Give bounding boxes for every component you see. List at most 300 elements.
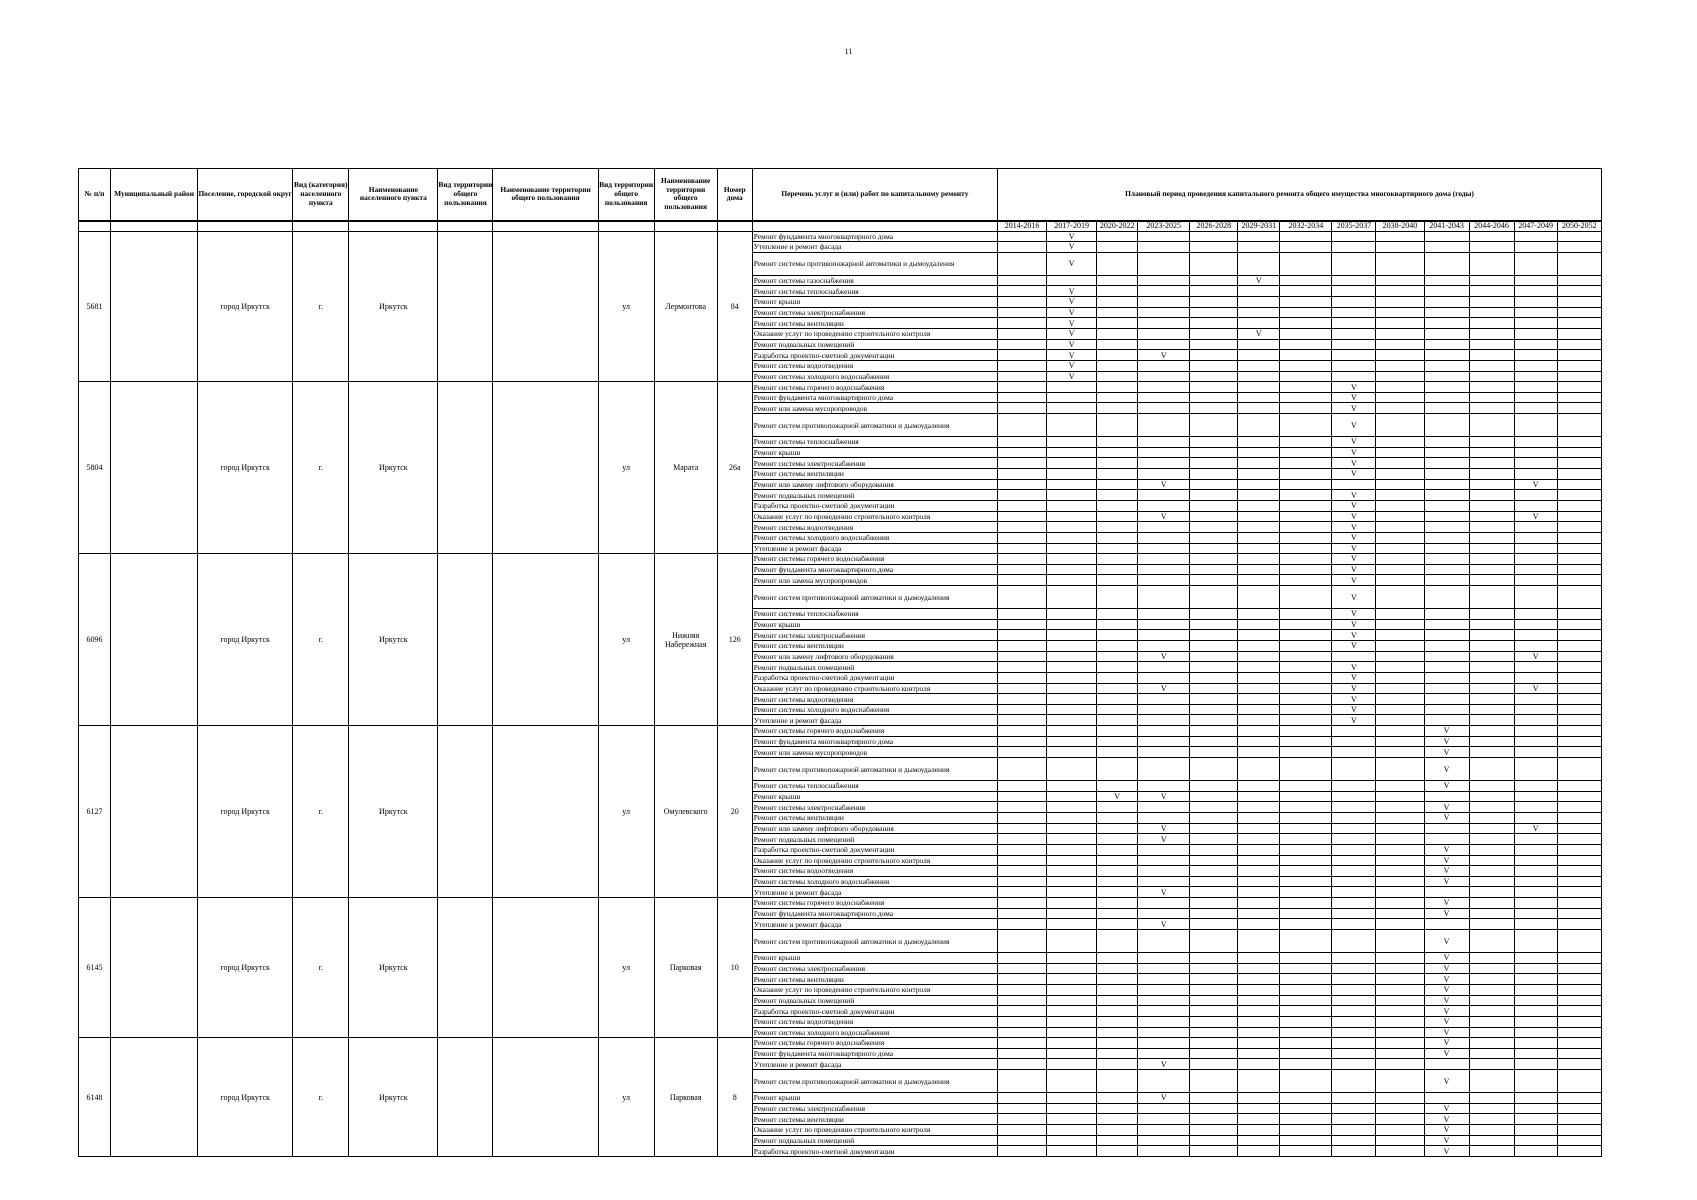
district-cell — [111, 726, 198, 898]
period-cell: V — [1138, 834, 1190, 845]
period-cell — [1138, 715, 1190, 726]
period-cell: V — [1332, 630, 1376, 641]
period-cell — [1190, 812, 1238, 823]
period-cell: V — [1332, 543, 1376, 554]
period-cell: V — [1424, 812, 1469, 823]
period-cell — [998, 532, 1047, 543]
period-cell — [1280, 812, 1332, 823]
period-cell — [1424, 307, 1469, 318]
period-cell — [1557, 694, 1601, 705]
period-cell — [1097, 458, 1138, 469]
period-cell: V — [1047, 328, 1097, 339]
period-cell — [1557, 791, 1601, 802]
period-cell — [1469, 715, 1514, 726]
period-cell — [998, 974, 1047, 985]
period-cell — [1332, 318, 1376, 329]
period-cell — [1097, 339, 1138, 350]
work-name: Ремонт системы вентиляции — [752, 974, 997, 985]
year-header: 2023-2025 — [1138, 221, 1190, 232]
period-cell — [1047, 747, 1097, 758]
period-cell — [1190, 855, 1238, 866]
period-cell — [1557, 414, 1601, 437]
period-cell — [1138, 1114, 1190, 1125]
period-cell — [1138, 609, 1190, 620]
work-name: Оказание услуг по проведению строительного контроля — [752, 683, 997, 694]
period-cell — [1376, 339, 1424, 350]
period-cell — [1424, 694, 1469, 705]
years-row — [79, 221, 1602, 232]
work-name: Разработка проектно-сметной документации — [752, 350, 997, 361]
period-cell — [1376, 1016, 1424, 1027]
period-cell — [1557, 747, 1601, 758]
period-cell — [1469, 318, 1514, 329]
col-settlement-header: Поселение, городской округ — [198, 169, 293, 221]
period-cell — [1424, 252, 1469, 275]
period-cell — [1190, 1103, 1238, 1114]
period-cell — [1138, 1124, 1190, 1135]
period-cell — [1047, 564, 1097, 575]
period-cell — [1332, 866, 1376, 877]
period-cell — [1097, 382, 1138, 393]
period-cell — [998, 543, 1047, 554]
work-name: Ремонт системы вентиляции — [752, 1114, 997, 1125]
work-name: Разработка проектно-сметной документации — [752, 1006, 997, 1017]
period-cell — [1047, 403, 1097, 414]
period-cell — [1097, 350, 1138, 361]
period-cell — [1469, 1114, 1514, 1125]
period-cell — [998, 898, 1047, 909]
period-cell — [998, 490, 1047, 501]
period-cell — [1424, 318, 1469, 329]
work-name: Ремонт системы холодного водоснабжения — [752, 532, 997, 543]
period-cell — [1469, 683, 1514, 694]
period-cell — [1514, 564, 1557, 575]
period-cell — [1190, 447, 1238, 458]
year-spacer-cell — [79, 221, 111, 232]
period-cell — [1557, 318, 1601, 329]
period-cell — [998, 619, 1047, 630]
period-cell — [1469, 1135, 1514, 1146]
period-cell — [1280, 823, 1332, 834]
house-number-cell: 5681 — [79, 231, 111, 382]
period-cell — [1190, 1135, 1238, 1146]
period-cell — [1332, 231, 1376, 242]
period-cell — [1047, 662, 1097, 673]
period-cell — [1514, 1016, 1557, 1027]
period-cell — [1424, 672, 1469, 683]
period-cell — [998, 511, 1047, 522]
period-cell — [1138, 1006, 1190, 1017]
work-name: Оказание услуг по проведению строительного контроля — [752, 1124, 997, 1135]
period-cell — [998, 350, 1047, 361]
period-cell — [1190, 1016, 1238, 1027]
period-cell — [1557, 855, 1601, 866]
period-cell — [1190, 318, 1238, 329]
period-cell — [1138, 392, 1190, 403]
period-cell — [1190, 609, 1238, 620]
year-spacer-cell — [293, 221, 349, 232]
period-cell — [1376, 919, 1424, 930]
period-cell — [1557, 532, 1601, 543]
period-cell — [1047, 630, 1097, 641]
period-cell — [1376, 511, 1424, 522]
period-cell — [998, 662, 1047, 673]
period-cell: V — [1424, 726, 1469, 737]
period-cell — [998, 694, 1047, 705]
period-cell — [1097, 630, 1138, 641]
work-name: Разработка проектно-сметной документации — [752, 500, 997, 511]
period-cell — [1097, 662, 1138, 673]
period-cell — [1097, 479, 1138, 490]
house-number-cell: 6145 — [79, 898, 111, 1038]
period-cell — [1238, 318, 1280, 329]
page-number: 11 — [844, 47, 853, 56]
period-cell — [1238, 1070, 1280, 1093]
period-cell — [998, 758, 1047, 781]
period-cell: V — [1424, 1103, 1469, 1114]
period-cell — [998, 318, 1047, 329]
period-cell — [1514, 726, 1557, 737]
period-cell — [1332, 371, 1376, 382]
period-cell — [1280, 231, 1332, 242]
work-name: Ремонт подвальных помещений — [752, 995, 997, 1006]
period-cell — [1557, 403, 1601, 414]
period-cell — [1469, 1093, 1514, 1104]
period-cell — [1138, 758, 1190, 781]
period-cell — [1280, 802, 1332, 813]
period-cell — [1514, 1027, 1557, 1038]
period-cell — [1190, 736, 1238, 747]
work-name: Ремонт фундамента многоквартирного дома — [752, 736, 997, 747]
period-cell — [1238, 1093, 1280, 1104]
period-cell — [1138, 704, 1190, 715]
work-name: Ремонт системы электроснабжения — [752, 307, 997, 318]
period-cell — [998, 887, 1047, 898]
house-cell: 126 — [717, 554, 752, 726]
period-cell — [1557, 802, 1601, 813]
period-cell — [1047, 437, 1097, 448]
period-cell — [1190, 350, 1238, 361]
period-cell — [998, 704, 1047, 715]
period-cell — [1190, 726, 1238, 737]
period-cell — [1047, 1070, 1097, 1093]
period-cell — [1469, 823, 1514, 834]
period-cell — [1138, 252, 1190, 275]
work-name: Ремонт систем противопожарной автоматики и дымоудаления — [752, 586, 997, 609]
period-cell — [1424, 490, 1469, 501]
period-cell — [1138, 371, 1190, 382]
period-cell: V — [1238, 275, 1280, 286]
period-cell — [1332, 930, 1376, 953]
period-cell — [1190, 694, 1238, 705]
period-cell — [1047, 1038, 1097, 1049]
locality-cell: Иркутск — [349, 1038, 438, 1157]
period-cell: V — [1047, 371, 1097, 382]
period-cell — [1469, 1038, 1514, 1049]
period-cell — [1514, 641, 1557, 652]
period-cell — [1190, 919, 1238, 930]
work-name: Ремонт крыши — [752, 447, 997, 458]
period-cell — [1557, 1135, 1601, 1146]
period-cell: V — [1424, 953, 1469, 964]
period-cell — [1238, 876, 1280, 887]
period-cell — [998, 823, 1047, 834]
street-name-cell: Парковая — [654, 1038, 717, 1157]
period-cell — [1514, 630, 1557, 641]
work-name: Ремонт систем противопожарной автоматики и дымоудаления — [752, 1070, 997, 1093]
period-cell — [1097, 641, 1138, 652]
period-cell — [1557, 392, 1601, 403]
work-name: Ремонт системы холодного водоснабжения — [752, 371, 997, 382]
work-name: Ремонт системы теплоснабжения — [752, 781, 997, 792]
period-cell — [1238, 1048, 1280, 1059]
period-cell — [1557, 974, 1601, 985]
period-cell — [1280, 522, 1332, 533]
period-cell — [1469, 974, 1514, 985]
period-cell: V — [1424, 736, 1469, 747]
period-cell — [1238, 953, 1280, 964]
period-cell — [1424, 371, 1469, 382]
year-spacer-cell — [438, 221, 493, 232]
period-cell — [1280, 318, 1332, 329]
period-cell — [1424, 834, 1469, 845]
period-cell — [1238, 414, 1280, 437]
col-street-name-header: Наименование территории общего пользования — [654, 169, 717, 221]
period-cell — [1097, 275, 1138, 286]
work-name: Утепление и ремонт фасада — [752, 887, 997, 898]
work-name: Разработка проектно-сметной документации — [752, 844, 997, 855]
period-cell — [1097, 231, 1138, 242]
period-cell — [1190, 511, 1238, 522]
period-cell — [1280, 447, 1332, 458]
period-cell — [1332, 651, 1376, 662]
period-cell — [1514, 447, 1557, 458]
period-cell — [1238, 339, 1280, 350]
period-cell — [998, 392, 1047, 403]
period-cell — [1376, 672, 1424, 683]
period-cell — [1514, 242, 1557, 253]
period-cell: V — [1424, 855, 1469, 866]
period-cell — [1047, 479, 1097, 490]
period-cell — [1238, 651, 1280, 662]
period-cell — [1047, 726, 1097, 737]
period-cell — [1097, 307, 1138, 318]
period-cell — [1376, 715, 1424, 726]
period-cell — [1557, 1027, 1601, 1038]
period-cell — [1138, 1038, 1190, 1049]
year-header: 2014-2016 — [998, 221, 1047, 232]
period-cell — [1514, 1038, 1557, 1049]
work-name: Ремонт или замена мусоропроводов — [752, 403, 997, 414]
terr-name-cell — [493, 554, 598, 726]
period-cell — [1097, 898, 1138, 909]
period-cell — [1280, 844, 1332, 855]
period-cell — [1469, 919, 1514, 930]
period-cell — [1514, 1103, 1557, 1114]
period-cell — [1376, 371, 1424, 382]
period-cell — [1557, 930, 1601, 953]
work-name: Ремонт крыши — [752, 297, 997, 308]
period-cell — [1469, 1124, 1514, 1135]
period-cell — [1280, 683, 1332, 694]
period-cell — [1514, 736, 1557, 747]
period-cell — [1557, 736, 1601, 747]
period-cell — [1332, 887, 1376, 898]
period-cell — [1047, 609, 1097, 620]
period-cell — [1190, 382, 1238, 393]
period-cell: V — [1047, 339, 1097, 350]
period-cell — [1469, 1059, 1514, 1070]
period-cell — [1190, 683, 1238, 694]
period-cell — [1424, 414, 1469, 437]
work-name: Ремонт системы электроснабжения — [752, 630, 997, 641]
period-cell — [1557, 1093, 1601, 1104]
period-cell — [1097, 651, 1138, 662]
period-cell — [1047, 919, 1097, 930]
period-cell — [1280, 619, 1332, 630]
period-cell — [1280, 1027, 1332, 1038]
settlement-cell: город Иркутск — [198, 1038, 293, 1157]
period-cell — [1280, 963, 1332, 974]
period-cell — [1424, 823, 1469, 834]
period-cell: V — [1332, 532, 1376, 543]
period-cell — [1047, 715, 1097, 726]
period-cell — [1238, 930, 1280, 953]
period-cell — [1514, 437, 1557, 448]
year-spacer-cell — [198, 221, 293, 232]
period-cell — [1332, 252, 1376, 275]
period-cell — [1557, 286, 1601, 297]
period-cell — [1238, 500, 1280, 511]
period-cell — [1280, 339, 1332, 350]
period-cell — [1238, 662, 1280, 673]
period-cell — [1097, 672, 1138, 683]
year-spacer-cell — [111, 221, 198, 232]
period-cell: V — [1514, 479, 1557, 490]
period-cell — [1332, 823, 1376, 834]
period-cell — [1514, 1048, 1557, 1059]
work-name: Ремонт системы газоснабжения — [752, 275, 997, 286]
period-cell — [1190, 1093, 1238, 1104]
period-cell — [1332, 275, 1376, 286]
period-cell — [1557, 490, 1601, 501]
col-street-type-header: Вид территории общего пользования — [598, 169, 654, 221]
period-cell — [1047, 781, 1097, 792]
period-cell — [1190, 930, 1238, 953]
period-cell: V — [1424, 984, 1469, 995]
period-cell — [1097, 781, 1138, 792]
period-cell — [1238, 575, 1280, 586]
period-cell — [1097, 447, 1138, 458]
period-cell — [1469, 694, 1514, 705]
period-cell: V — [1514, 651, 1557, 662]
period-cell — [1557, 554, 1601, 565]
category-cell: г. — [293, 1038, 349, 1157]
period-cell — [1097, 823, 1138, 834]
period-cell — [1376, 662, 1424, 673]
period-cell — [1097, 834, 1138, 845]
period-cell — [1238, 834, 1280, 845]
period-cell — [1469, 1016, 1514, 1027]
period-cell — [998, 275, 1047, 286]
work-name: Ремонт фундамента многоквартирного дома — [752, 908, 997, 919]
period-cell — [1424, 500, 1469, 511]
period-cell — [998, 564, 1047, 575]
period-cell — [1097, 812, 1138, 823]
period-cell — [1097, 1124, 1138, 1135]
period-cell — [998, 1114, 1047, 1125]
period-cell — [1238, 802, 1280, 813]
period-cell — [1376, 1027, 1424, 1038]
street-name-cell: Омулевского — [654, 726, 717, 898]
period-cell — [1376, 490, 1424, 501]
street-name-cell: Парковая — [654, 898, 717, 1038]
period-cell — [1557, 350, 1601, 361]
period-cell — [1469, 898, 1514, 909]
period-cell — [1238, 995, 1280, 1006]
period-cell — [998, 908, 1047, 919]
period-cell — [1238, 490, 1280, 501]
period-cell — [1557, 919, 1601, 930]
period-cell — [1469, 447, 1514, 458]
period-cell — [1376, 630, 1424, 641]
work-row — [79, 898, 1602, 909]
terr-name-cell — [493, 231, 598, 382]
period-cell — [1514, 500, 1557, 511]
period-cell — [998, 414, 1047, 437]
period-cell — [1138, 630, 1190, 641]
period-cell — [1097, 1146, 1138, 1157]
period-cell — [1514, 403, 1557, 414]
period-cell — [1280, 1038, 1332, 1049]
work-name: Ремонт или замена мусоропроводов — [752, 575, 997, 586]
period-cell — [1190, 522, 1238, 533]
period-cell — [1138, 736, 1190, 747]
period-cell — [998, 984, 1047, 995]
period-cell: V — [1514, 823, 1557, 834]
period-cell — [1280, 953, 1332, 964]
period-cell — [1376, 1038, 1424, 1049]
period-cell — [1190, 360, 1238, 371]
period-cell — [1190, 1048, 1238, 1059]
period-cell — [1190, 339, 1238, 350]
period-cell — [1280, 919, 1332, 930]
period-cell: V — [1138, 1093, 1190, 1104]
period-cell — [1138, 866, 1190, 877]
period-cell — [998, 479, 1047, 490]
period-cell — [998, 242, 1047, 253]
year-header: 2041-2043 — [1424, 221, 1469, 232]
period-cell — [1557, 447, 1601, 458]
period-cell — [1332, 876, 1376, 887]
period-cell — [1280, 641, 1332, 652]
period-cell — [1514, 609, 1557, 620]
year-header: 2044-2046 — [1469, 221, 1514, 232]
period-cell — [1376, 683, 1424, 694]
period-cell — [1097, 1038, 1138, 1049]
period-cell — [1280, 458, 1332, 469]
street-name-cell: Лермонтова — [654, 231, 717, 382]
period-cell — [1469, 1146, 1514, 1157]
period-cell — [1557, 575, 1601, 586]
period-cell — [1376, 984, 1424, 995]
period-cell — [1138, 286, 1190, 297]
period-cell — [1138, 995, 1190, 1006]
period-cell — [1280, 554, 1332, 565]
period-cell — [1424, 297, 1469, 308]
period-cell — [1376, 1146, 1424, 1157]
period-cell — [1190, 275, 1238, 286]
